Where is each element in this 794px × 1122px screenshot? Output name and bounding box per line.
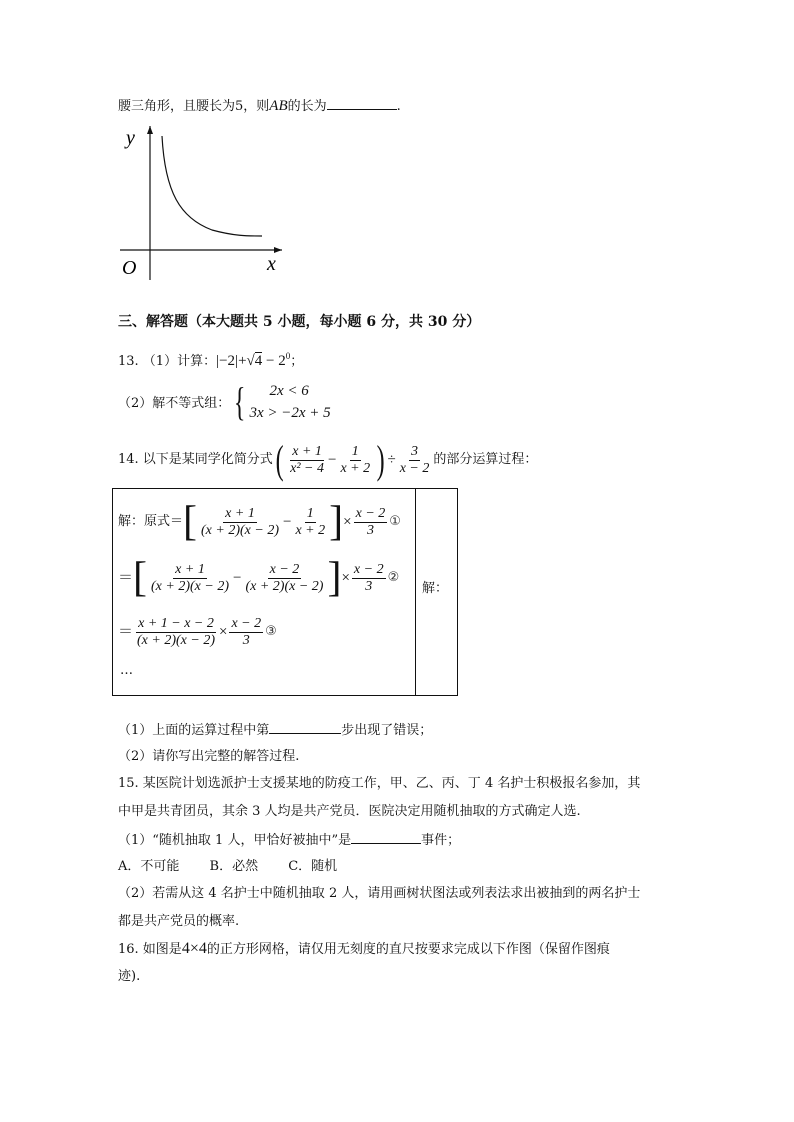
q13-part2: （2）解不等式组： { 2x < 6 3x > −2x + 5 <box>118 379 331 424</box>
q14-sub2: （2）请你写出完整的解答过程. <box>118 749 300 764</box>
x-axis-label: x <box>267 253 276 275</box>
y-axis-label: y <box>126 127 135 149</box>
q14-sub1: （1）上面的运算过程中第 步出现了错误； <box>118 723 433 738</box>
function-graph <box>112 122 284 282</box>
q15-sub2-line2: 都是共产党员的概率. <box>118 914 240 929</box>
q15-options: A．不可能 B．必然 C．随机 <box>118 859 338 874</box>
step-marker-2: ② <box>387 570 400 585</box>
q15-sub1: （1）“随机抽取 1 人，甲恰好被抽中”是 事件； <box>118 833 461 848</box>
step-2: ＝ [ $\frac{x + 1}{(x + 2)(x - 2)}$ − $\frac{x - 2}{(x + 2)(x - 2)}$ ] × $\frac{x - 2}{3}$ ② <box>118 555 400 601</box>
math-ab: AB <box>269 98 288 114</box>
q15-sub2-line1: （2）若需从这 4 名护士中随机抽取 2 人，请用画树状图法或列表法求出被抽到的两名护士 <box>118 886 641 901</box>
hyperbola-curve <box>162 136 262 236</box>
inequality-system: { 2x < 6 3x > −2x + 5 <box>234 379 331 424</box>
step-marker-3: ③ <box>265 624 277 639</box>
q15-line1: 15. 某医院计划选派护士支援某地的防疫工作，甲、乙、丙、丁 4 名护士积极报名参加，其 <box>118 776 641 791</box>
q16-line2: 迹). <box>118 969 141 984</box>
q14-intro: 14. 以下是某同学化简分式 ( $\frac{x + 1}{\text{x² − 4}}$ − $\frac{1}{x + 2}$ ) ÷ $\frac{3}{x - 2}$ 的部分运算过程： <box>118 437 538 482</box>
text: . <box>396 99 401 114</box>
step-3: ＝ $\frac{x + 1 - x - 2}{(x + 2)(x - 2)}$ × $\frac{x - 2}{3}$ ③ <box>118 615 277 648</box>
step-1: 解：原式＝ [ $\frac{x + 1}{(x + 2)(x - 2)}$ − $\frac{1}{x + 2}$ ] × $\frac{x - 2}{3}$ ① <box>118 499 401 545</box>
text: 腰三角形，且腰长为5，则 <box>118 99 270 114</box>
q13-expression: $|-2|+√4 - 2^0$ <box>216 351 291 369</box>
section-title: 三、解答题（本大题共 5 小题，每小题 6 分，共 30 分） <box>118 314 481 330</box>
ellipsis: … <box>120 663 133 678</box>
q16-line1: 16. 如图是4×4的正方形网格，请仅用无刻度的直尺按要求完成以下作图（保留作图痕 <box>118 940 610 957</box>
step-marker-1: ① <box>389 514 401 529</box>
text: 的长为 <box>287 99 327 114</box>
q13-part1: 13. （1）计算：$|-2|+√4 - 2^0$； <box>118 351 304 369</box>
question-continuation <box>118 97 401 116</box>
origin-label: O <box>122 257 137 279</box>
answer-blank[interactable] <box>327 97 397 110</box>
grid-size: 4×4 <box>181 940 207 957</box>
answer-blank[interactable] <box>351 831 421 844</box>
inequality-2: 3x > −2x + 5 <box>249 405 331 421</box>
side-label: 解： <box>422 581 449 596</box>
answer-blank[interactable] <box>269 721 341 734</box>
q15-line2: 中甲是共青团员，其余 3 人均是共产党员．医院决定用随机抽取的方式确定人选. <box>118 804 581 819</box>
inequality-1: 2x < 6 <box>269 383 309 399</box>
